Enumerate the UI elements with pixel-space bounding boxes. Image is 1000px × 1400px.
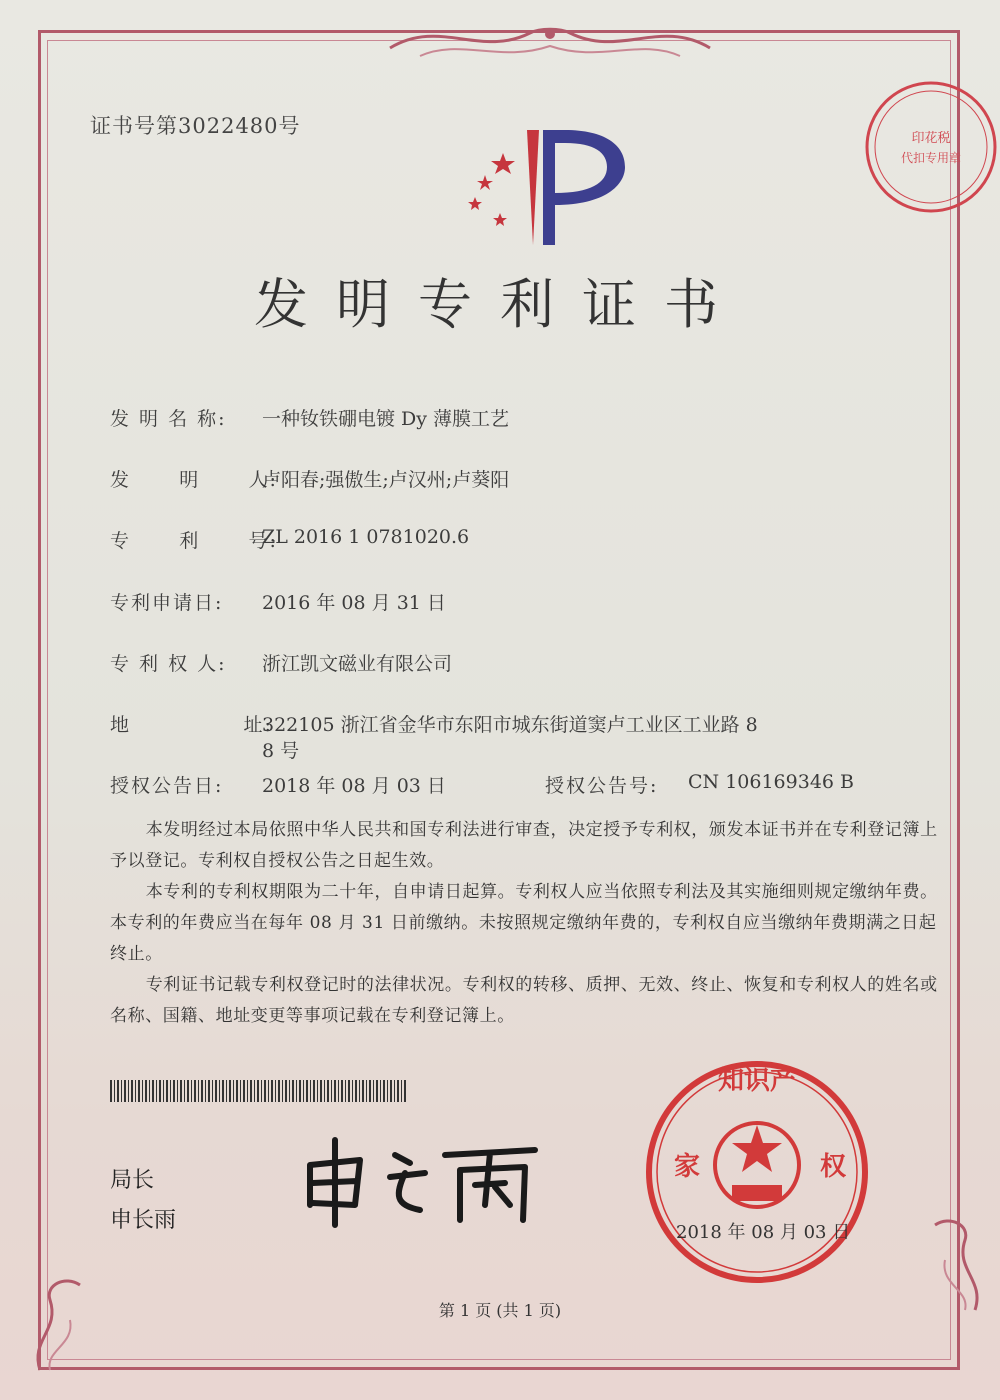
svg-text:家: 家 — [674, 1152, 701, 1182]
tax-stamp-icon — [862, 78, 1000, 216]
svg-text:印花税: 印花税 — [911, 131, 951, 146]
body-paragraph-1: 本发明经过本局依照中华人民共和国专利法进行审查，决定授予专利权，颁发本证书并在专利登记簿上予以登记。专利权自授权公告之日起生效。 — [110, 820, 938, 871]
address-line-2: 8 号 — [262, 740, 300, 762]
svg-text:权: 权 — [820, 1152, 847, 1182]
grant-number-label: 授权公告号: — [545, 775, 659, 797]
certificate-number: 证书号第3022480号 — [90, 114, 301, 138]
top-ornament-icon — [380, 18, 720, 68]
inventors: 卢阳春;强傲生;卢汉州;卢葵阳 — [262, 469, 510, 491]
grant-date-label: 授权公告日: — [110, 775, 224, 797]
application-date-label: 专利申请日: — [110, 592, 224, 614]
certificate-body — [110, 815, 940, 1032]
director-title: 局长 — [110, 1168, 155, 1193]
official-seal-icon — [640, 1055, 875, 1290]
page-number: 第 1 页 (共 1 页) — [438, 1301, 562, 1320]
grant-number: CN 106169346 B — [688, 771, 854, 793]
application-date: 2016 年 08 月 31 日 — [262, 592, 446, 614]
inventor-label: 发 明 人: — [110, 469, 278, 491]
svg-text:知识产: 知识产 — [717, 1066, 797, 1096]
body-paragraph-2: 本专利的专利权期限为二十年，自申请日起算。专利权人应当依照专利法及其实施细则规定缴纳年费。本专利的年费应当在每年 08 月 31 日前缴纳。未按照规定缴纳年费的，专利权自应当缴纳年费期满之日起终止。 — [110, 882, 938, 964]
patent-number-label: 专 利 号: — [110, 530, 278, 552]
patent-number: ZL 2016 1 0781020.6 — [262, 526, 470, 548]
signature-icon — [295, 1125, 555, 1235]
body-paragraph-3: 专利证书记载专利权登记时的法律状况。专利权的转移、质押、无效、终止、恢复和专利权人的姓名或名称、国籍、地址变更等事项记载在专利登记簿上。 — [110, 975, 938, 1026]
svg-text:代扣专用章: 代扣专用章 — [900, 151, 962, 165]
director-name: 申长雨 — [110, 1208, 177, 1233]
invention-name-label: 发 明 名 称: — [110, 408, 227, 430]
barcode-icon — [110, 1080, 406, 1102]
patent-office-logo-icon — [455, 125, 635, 250]
patentee-label: 专 利 权 人: — [110, 653, 227, 675]
grant-date: 2018 年 08 月 03 日 — [262, 775, 446, 797]
seal-date: 2018 年 08 月 03 日 — [676, 1222, 851, 1243]
patentee: 浙江凯文磁业有限公司 — [262, 653, 453, 675]
invention-name: 一种钕铁硼电镀 Dy 薄膜工艺 — [262, 408, 510, 430]
address-line-1: 322105 浙江省金华市东阳市城东街道窦卢工业区工业路 8 — [262, 714, 758, 736]
certificate-title: 发明专利证书 — [254, 273, 746, 336]
address-label: 地 址: — [110, 714, 273, 736]
